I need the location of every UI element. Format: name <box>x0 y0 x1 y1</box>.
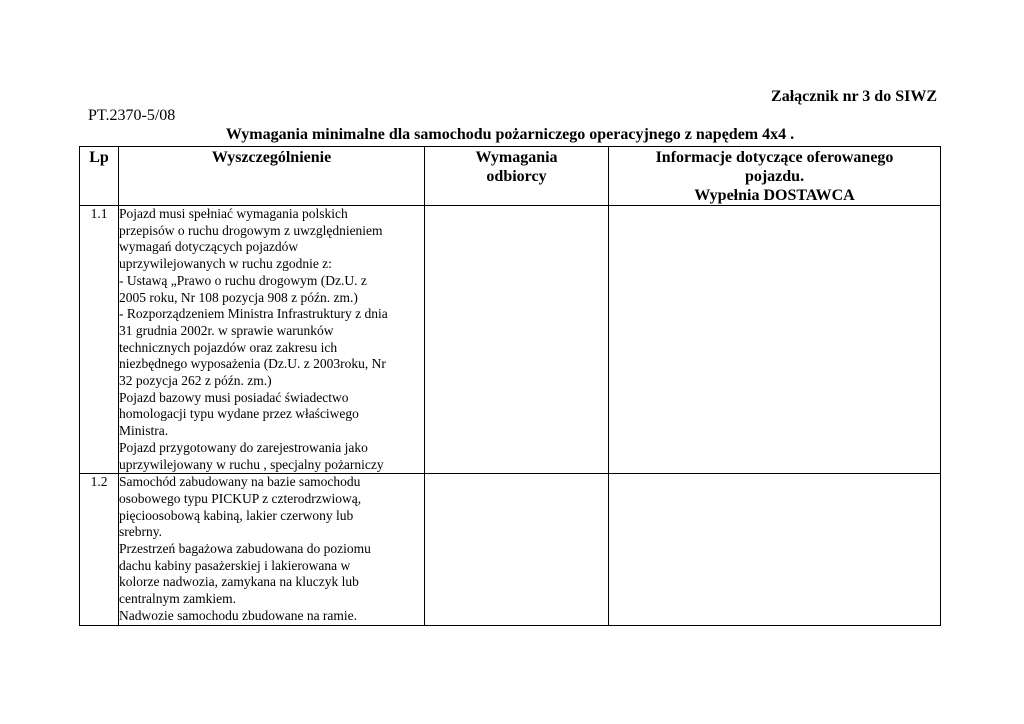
row-number: 1.1 <box>80 206 119 474</box>
column-header-info <box>609 147 941 206</box>
supplier-info-cell[interactable] <box>609 474 941 625</box>
info-header-line: Wypełnia DOSTAWCA <box>694 187 855 204</box>
description-line: Pojazd bazowy musi posiadać świadectwo <box>119 389 349 405</box>
description-line: 2005 roku, Nr 108 pozycja 908 z późn. zm.) <box>119 289 358 305</box>
description-line: - Rozporządzeniem Ministra Infrastruktury z dnia <box>119 306 388 322</box>
description-line: przepisów o ruchu drogowym z uwzględnieniem <box>119 222 383 238</box>
description-line: kolorze nadwozia, zamykana na kluczyk lub <box>119 574 359 590</box>
description-line: Pojazd przygotowany do zarejestrowania jako <box>119 439 368 455</box>
description-line: homologacji typu wydane przez właściwego <box>119 406 359 422</box>
description-line: srebrny. <box>119 524 162 540</box>
requirements-cell[interactable] <box>425 206 609 474</box>
column-header-lp: Lp <box>80 147 119 206</box>
info-header-line: pojazdu. <box>744 168 805 185</box>
description-line: Przestrzeń bagażowa zabudowana do poziomu <box>119 541 371 557</box>
supplier-info-cell[interactable] <box>609 206 941 474</box>
description-line: technicznych pojazdów oraz zakresu ich <box>119 339 338 355</box>
row-description <box>119 206 425 474</box>
description-line: Samochód zabudowany na bazie samochodu <box>119 474 361 490</box>
annex-label: Załącznik nr 3 do SIWZ <box>771 88 937 105</box>
table-row <box>80 474 941 625</box>
description-line: centralnym zamkiem. <box>119 591 236 607</box>
document-title: Wymagania minimalne dla samochodu pożarniczego operacyjnego z napędem 4x4 . <box>225 126 795 143</box>
description-line: dachu kabiny pasażerskiej i lakierowana w <box>119 557 351 573</box>
description-line: Nadwozie samochodu zbudowane na ramie. <box>119 607 358 623</box>
requirements-cell[interactable] <box>425 474 609 625</box>
requirements-header-line: Wymagania <box>475 149 558 166</box>
description-line: uprzywilejowanych w ruchu zgodnie z: <box>119 256 332 272</box>
description-line: Pojazd musi spełniać wymagania polskich <box>119 206 348 221</box>
row-description <box>119 474 425 625</box>
table-row <box>80 206 941 474</box>
description-line: pięcioosobową kabiną, lakier czerwony lub <box>119 507 354 523</box>
row-number: 1.2 <box>80 474 119 625</box>
info-header-line: Informacje dotyczące oferowanego <box>655 149 894 166</box>
description-line: wymagań dotyczących pojazdów <box>119 239 299 255</box>
description-line: niezbędnego wyposażenia (Dz.U. z 2003roku, Nr <box>119 356 386 372</box>
requirements-header-line: odbiorcy <box>486 168 547 185</box>
description-line: uprzywilejowany w ruchu , specjalny pożarniczy <box>119 456 384 472</box>
requirements-table <box>79 146 941 626</box>
description-line: - Ustawą „Prawo o ruchu drogowym (Dz.U. z <box>119 272 367 288</box>
column-header-description: Wyszczególnienie <box>119 147 425 206</box>
table-header-row <box>80 147 941 206</box>
description-line: Ministra. <box>119 423 169 439</box>
column-header-requirements <box>425 147 609 206</box>
description-line: osobowego typu PICKUP z czterodrzwiową, <box>119 490 362 506</box>
reference-number: PT.2370-5/08 <box>88 107 176 124</box>
description-line: 32 pozycja 262 z późn. zm.) <box>119 373 272 389</box>
description-line: 31 grudnia 2002r. w sprawie warunków <box>119 322 334 338</box>
